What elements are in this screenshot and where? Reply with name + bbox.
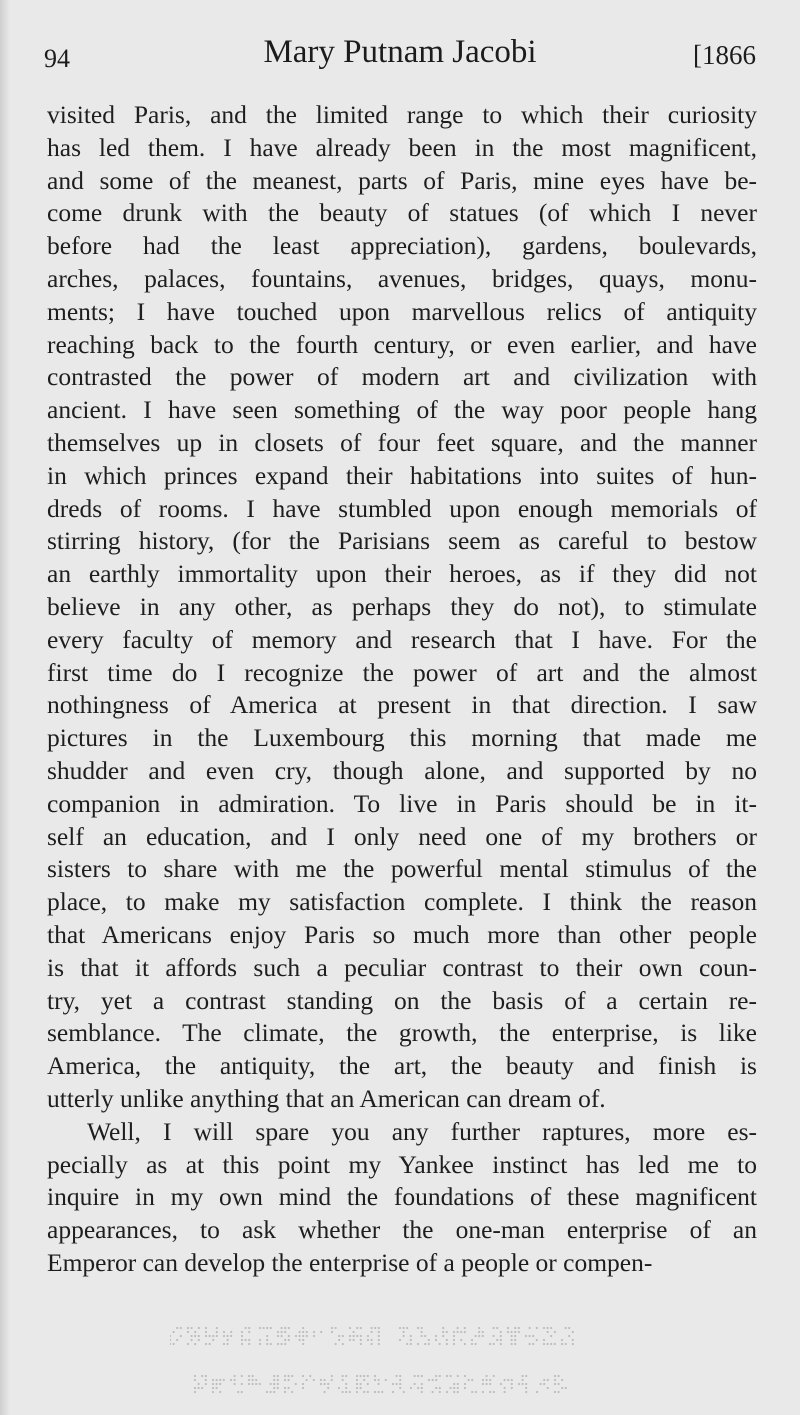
text-line: pictures in the Luxembourg this morning that made me [47, 723, 757, 753]
text-line: an earthly immortality upon their heroes, as if they did not [47, 559, 757, 589]
text-line: reaching back to the fourth century, or even earlier, and have [47, 329, 757, 359]
text-line: ments; I have touched upon marvellous relics of antiquity [47, 296, 757, 326]
text-line: America, the antiquity, the art, the beauty and finish is [47, 1051, 757, 1081]
text-line: try, yet a contrast standing on the basis of a certain re- [47, 985, 757, 1015]
body-text [47, 99, 757, 1280]
text-line: semblance. The climate, the growth, the enterprise, is like [47, 1018, 757, 1048]
text-line: contrasted the power of modern art and civilization with [47, 362, 757, 392]
text-line: come drunk with the beauty of statues (of which I never [47, 198, 757, 228]
page-number: 94 [44, 44, 70, 73]
page-edge-shadow [0, 0, 10, 1415]
running-title: Mary Putnam Jacobi [263, 34, 537, 70]
text-line: ancient. I have seen something of the way poor people hang [47, 395, 757, 425]
text-line: before had the least appreciation), gardens, boulevards, [47, 231, 757, 261]
text-line: has led them. I have already been in the most magnificent, [47, 132, 757, 162]
text-line: inquire in my own mind the foundations of these magnificent [47, 1182, 757, 1212]
text-line: themselves up in closets of four feet square, and the manner [47, 427, 757, 457]
text-line: dreds of rooms. I have stumbled upon enough memorials of [47, 493, 757, 523]
text-line: and some of the meanest, parts of Paris, mine eyes have be- [47, 165, 757, 195]
text-line: Emperor can develop the enterprise of a people or compen- [47, 1247, 653, 1277]
text-line: visited Paris, and the limited range to which their curiosity [47, 100, 757, 129]
text-line: nothingness of America at present in that direction. I saw [47, 690, 757, 720]
text-line: companion in admiration. To live in Paris should be in it- [47, 788, 757, 818]
text-line: sisters to share with me the powerful mental stimulus of the [47, 854, 757, 884]
text-line: pecially as at this point my Yankee instinct has led me to [47, 1149, 757, 1179]
running-head [44, 34, 756, 84]
text-line: believe in any other, as perhaps they do not), to stimulate [47, 591, 757, 621]
text-line: every faculty of memory and research that I have. For the [47, 624, 757, 654]
text-line: is that it affords such a peculiar contrast to their own coun- [47, 952, 757, 982]
text-line: place, to make my satisfaction complete. I think the reason [47, 887, 757, 917]
text-line: appearances, to ask whether the one-man enterprise of an [47, 1215, 757, 1245]
text-line: stirring history, (for the Parisians seem as careful to bestow [47, 526, 757, 556]
text-line: utterly unlike anything that an American can dream of. [47, 1083, 606, 1113]
running-year: [1866 [693, 40, 756, 70]
text-line: first time do I recognize the power of art and the almost [47, 657, 757, 687]
text-line: shudder and even cry, though alone, and supported by no [47, 755, 757, 785]
text-line: Well, I will spare you any further raptures, more es- [87, 1116, 757, 1146]
text-line: in which princes expand their habitations into suites of hun- [47, 460, 757, 490]
text-line: arches, palaces, fountains, avenues, bridges, quays, monu- [47, 263, 757, 293]
text-line: that Americans enjoy Paris so much more than other people [47, 919, 757, 949]
text-line: self an education, and I only need one of my brothers or [47, 821, 757, 851]
perforated-library-stamp-icon [170, 1318, 590, 1408]
